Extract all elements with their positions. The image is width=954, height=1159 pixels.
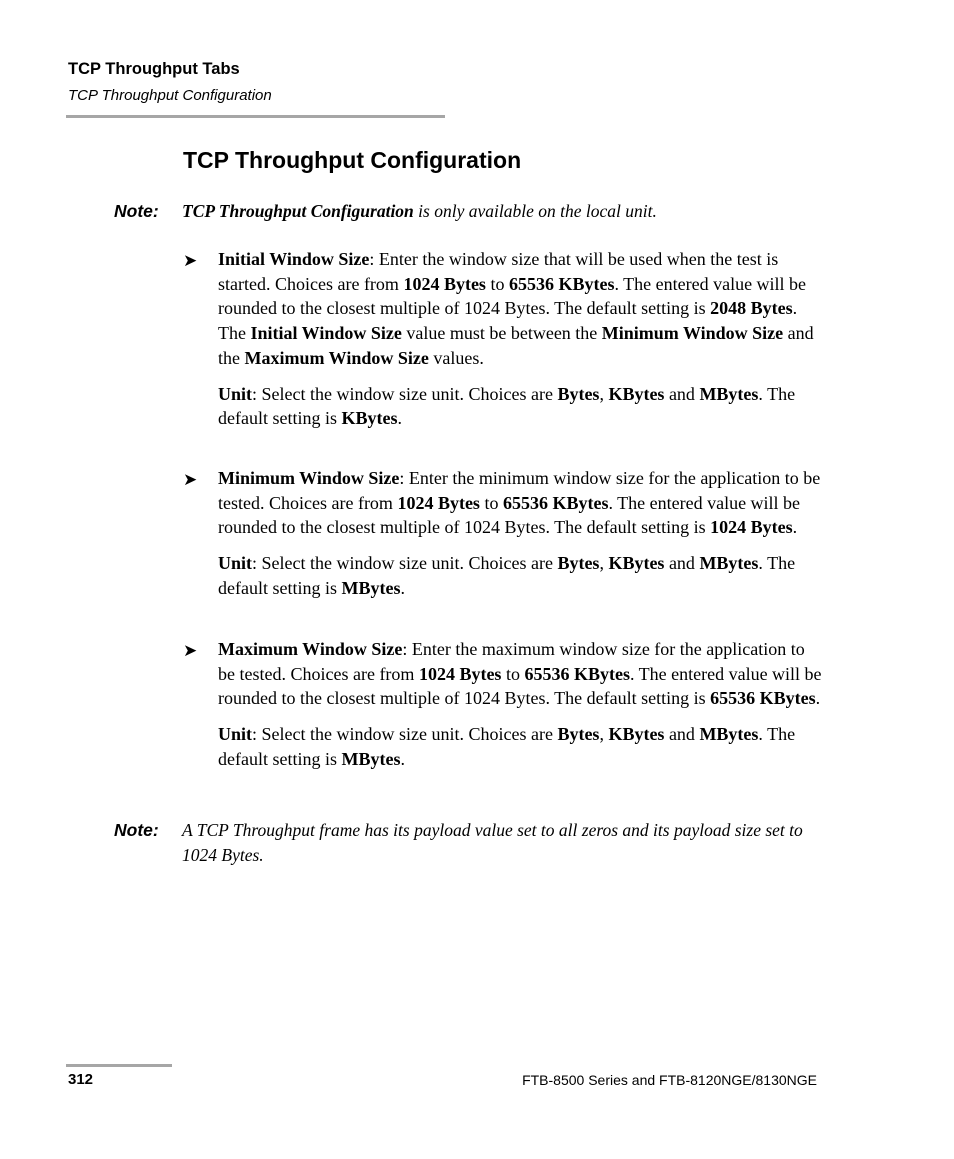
bold-term: Unit (218, 553, 253, 574)
bold-term: 1024 Bytes (397, 492, 480, 513)
list-item (183, 247, 823, 431)
arrow-bullet-icon: ➤ (183, 251, 198, 270)
bold-term: 1024 Bytes (403, 273, 486, 294)
footer-product-name: FTB-8500 Series and FTB-8120NGE/8130NGE (522, 1072, 817, 1088)
text-run: and the (218, 323, 814, 368)
footer-rule (66, 1064, 172, 1067)
note-body: is only available on the local unit. (413, 201, 657, 221)
bold-term: 65536 KBytes (508, 273, 615, 294)
note-text (182, 199, 834, 224)
note-emphasis: TCP Throughput Configuration (182, 201, 414, 221)
text-run: . The entered value will be rounded to the closest multiple of 1024 Bytes. The default setting is (218, 663, 822, 709)
item-description (218, 637, 823, 711)
text-run: : Select the window size unit. Choices are (252, 553, 558, 574)
item-description (218, 466, 823, 540)
bold-term: Initial Window Size (218, 249, 370, 269)
text-run: . The default setting is (218, 553, 796, 598)
bold-term: Bytes (557, 724, 600, 745)
text-run: . (792, 517, 798, 538)
section-subtitle: TCP Throughput Configuration (68, 87, 272, 104)
item-unit-description (218, 551, 823, 600)
note-bottom (114, 818, 834, 868)
text-run: . The default setting is (218, 724, 796, 769)
item-unit-description (218, 382, 823, 431)
bold-term: KBytes (608, 724, 665, 745)
note-top (114, 199, 834, 224)
text-run: . The entered value will be rounded to the closest multiple of 1024 Bytes. The default setting is (218, 273, 807, 319)
bold-term: Unit (218, 383, 253, 404)
text-run: . (400, 577, 405, 598)
bold-term: MBytes (341, 748, 401, 769)
text-run: : Select the window size unit. Choices are (252, 383, 558, 404)
bold-term: 1024 Bytes (418, 663, 502, 684)
bold-term: 1024 Bytes (710, 517, 793, 538)
running-header (68, 58, 272, 107)
bold-term: KBytes (608, 383, 665, 404)
text-run: : Enter the maximum window size for the application to be tested. Choices are from (218, 639, 805, 684)
chapter-title: TCP Throughput Tabs (68, 60, 240, 78)
bold-term: KBytes (341, 408, 398, 429)
page-number: 312 (68, 1071, 94, 1088)
bold-term: 65536 KBytes (502, 492, 609, 513)
text-run: . (397, 408, 402, 429)
text-run: . (815, 688, 821, 709)
text-run: . The default setting is (218, 383, 796, 429)
arrow-bullet-icon: ➤ (183, 641, 198, 660)
bold-term: Minimum Window Size (601, 323, 784, 344)
text-run: to (479, 492, 503, 513)
text-run: and (664, 383, 700, 404)
text-run: , (599, 553, 609, 574)
text-run: values. (428, 347, 484, 368)
bold-term: 2048 Bytes (710, 298, 793, 319)
bold-term: Minimum Window Size (218, 468, 400, 488)
bold-term: Initial Window Size (250, 323, 402, 344)
section-title: TCP Throughput Configuration (183, 147, 522, 173)
note-text: A TCP Throughput frame has its payload value set to all zeros and its payload size set to 1024 Bytes. (182, 820, 803, 865)
list-item (183, 637, 823, 772)
bold-term: Maximum Window Size (218, 639, 403, 659)
item-description (218, 247, 823, 371)
note-label: Note: (114, 201, 159, 221)
bold-term: MBytes (699, 553, 759, 574)
bold-term: 65536 KBytes (710, 688, 816, 709)
text-run: and (664, 553, 700, 574)
bold-term: Maximum Window Size (244, 347, 429, 368)
list-item (183, 466, 823, 601)
note-label: Note: (114, 820, 159, 840)
text-run: to (485, 273, 509, 294)
bold-term: 65536 KBytes (524, 663, 630, 684)
text-run: value must be between the (401, 323, 602, 344)
bold-term: Unit (218, 724, 253, 745)
text-run: : Enter the minimum window size for the application to be tested. Choices are from (218, 468, 821, 513)
bold-term: Bytes (557, 383, 600, 404)
bold-term: MBytes (341, 577, 401, 598)
bold-term: MBytes (699, 383, 759, 404)
bold-term: Bytes (557, 553, 600, 574)
item-unit-description (218, 722, 823, 771)
text-run: to (501, 663, 525, 684)
text-run: . (400, 748, 405, 769)
text-run: , (599, 383, 609, 404)
text-run: . The entered value will be rounded to the closest multiple of 1024 Bytes. The default setting is (218, 492, 801, 538)
text-run: . The (218, 298, 798, 344)
text-run: , (599, 724, 609, 745)
bold-term: KBytes (608, 553, 665, 574)
text-run: : Select the window size unit. Choices are (252, 724, 558, 745)
header-rule (66, 115, 445, 118)
bold-term: MBytes (699, 724, 759, 745)
text-run: and (664, 724, 700, 745)
arrow-bullet-icon: ➤ (183, 470, 198, 489)
text-run: : Enter the window size that will be used when the test is started. Choices are from (218, 249, 779, 294)
